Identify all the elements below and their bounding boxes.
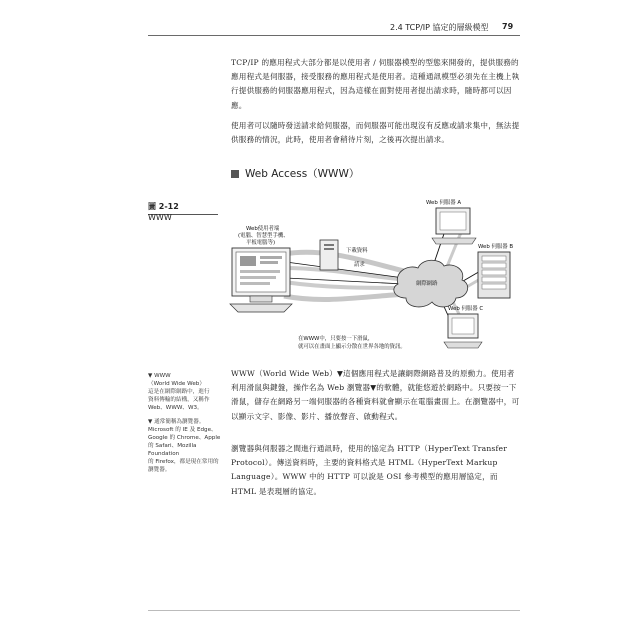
diagram-note-line-1: 在WWW中，只要按一下滑鼠，: [298, 336, 374, 342]
intro-paragraph-2: 使用者可以隨時發送請求給伺服器，而伺服器可能出現沒有反應或請求集中，無法提供服務的情況，此時，使用者會稍待片刻，之後再次提出請求。: [231, 121, 520, 145]
client-tower-icon: [320, 240, 338, 270]
server-b-label: Web 伺服器 B: [478, 244, 514, 250]
client-label-line-1: Web使用者端: [246, 226, 280, 232]
section-heading: [231, 166, 359, 181]
figure-number: 圖 2-12: [148, 202, 179, 211]
side-note-www-line: 這是在網際網路中，進行: [148, 389, 210, 395]
square-bullet-icon: [231, 170, 239, 178]
data-flow-lines: [284, 252, 408, 299]
side-note-browser-line: 的 Firefox，都是現在常用的: [148, 459, 219, 465]
client-label-line-2: (電腦、智慧型手機、: [238, 233, 289, 239]
server-b-rack-icon: [478, 252, 510, 298]
server-a-label: Web 伺服器 A: [426, 200, 462, 206]
request-label: 請求: [354, 262, 365, 268]
side-note-browser-line: Microsoft 的 IE 及 Edge、: [148, 427, 217, 433]
page-number: 79: [502, 22, 514, 31]
intro-paragraph-1: TCP/IP 的應用程式大部分都是以使用者 / 伺服器模型的型態來開發的，提供服務的應用程式是伺服器，接受服務的應用程式是使用者。這種通訊模型必須先在主機上執行提供服務的伺服器應用程式，因為這樣在面對使用者提出請求時，隨時都可以因應。: [231, 58, 520, 110]
side-note-www-line: Web、WWW、W3。: [148, 405, 203, 411]
client-computer-icon: [230, 248, 292, 312]
www-diagram: [226, 192, 526, 354]
side-note-www: [148, 372, 226, 412]
side-note-browser-line: 瀏覽器。: [148, 467, 171, 473]
side-note-browser-line: Google 的 Chrome、Apple: [148, 435, 221, 441]
section-heading-text: Web Access（WWW）: [245, 168, 360, 180]
diagram-note-line-2: 就可以在畫面上顯示分散在世界各地的資訊。: [298, 344, 406, 350]
download-label: 下載資料: [346, 248, 368, 254]
footer-rule: [148, 610, 520, 611]
server-c-label: Web 伺服器 C: [448, 306, 484, 312]
side-note-browser-line: ▼ 通常簡稱為瀏覽器。: [148, 419, 205, 425]
side-note-www-line: （World Wide Web）: [148, 381, 205, 387]
internet-label: 網際網路: [416, 281, 438, 287]
side-note-www-line: ▼ WWW: [148, 373, 171, 379]
figure-caption: WWW: [148, 213, 172, 222]
header-rule: [148, 35, 520, 36]
server-a-monitor-icon: [432, 208, 476, 244]
client-label-line-3: 平板電腦等): [246, 240, 276, 246]
side-note-browser: [148, 418, 226, 474]
side-note-browser-line: 的 Safari、Mozilla Foundation: [148, 443, 197, 457]
body-paragraph-2: 瀏覽器與伺服器之間進行通訊時，使用的協定為 HTTP（HyperText Transfer Protocol）。傳送資料時，主要的資料格式是 HTML（HyperText Markup Language）。WWW 中的 HTTP 可以說是 OSI 參考模型的應用層協定，而 HTML 是表現層的協定。: [231, 444, 508, 496]
body-paragraph-1: WWW（World Wide Web）▼這個應用程式是讓網際網路普及的原動力。使用者利用滑鼠與鍵盤，操作名為 Web 瀏覽器▼的軟體，就能悠遊於網路中。只要按一下滑鼠，儲存在網路另一端伺服器的各種資料就會顯示在電腦畫面上。在瀏覽器中，可以顯示文字、影像、影片、播放聲音、啟動程式。: [231, 369, 520, 421]
running-header-section: 2.4 TCP/IP 協定的層級模型: [390, 23, 489, 32]
server-c-monitor-icon: [444, 314, 482, 348]
side-note-www-line: 資料傳輸的結構，又稱作: [148, 397, 210, 403]
